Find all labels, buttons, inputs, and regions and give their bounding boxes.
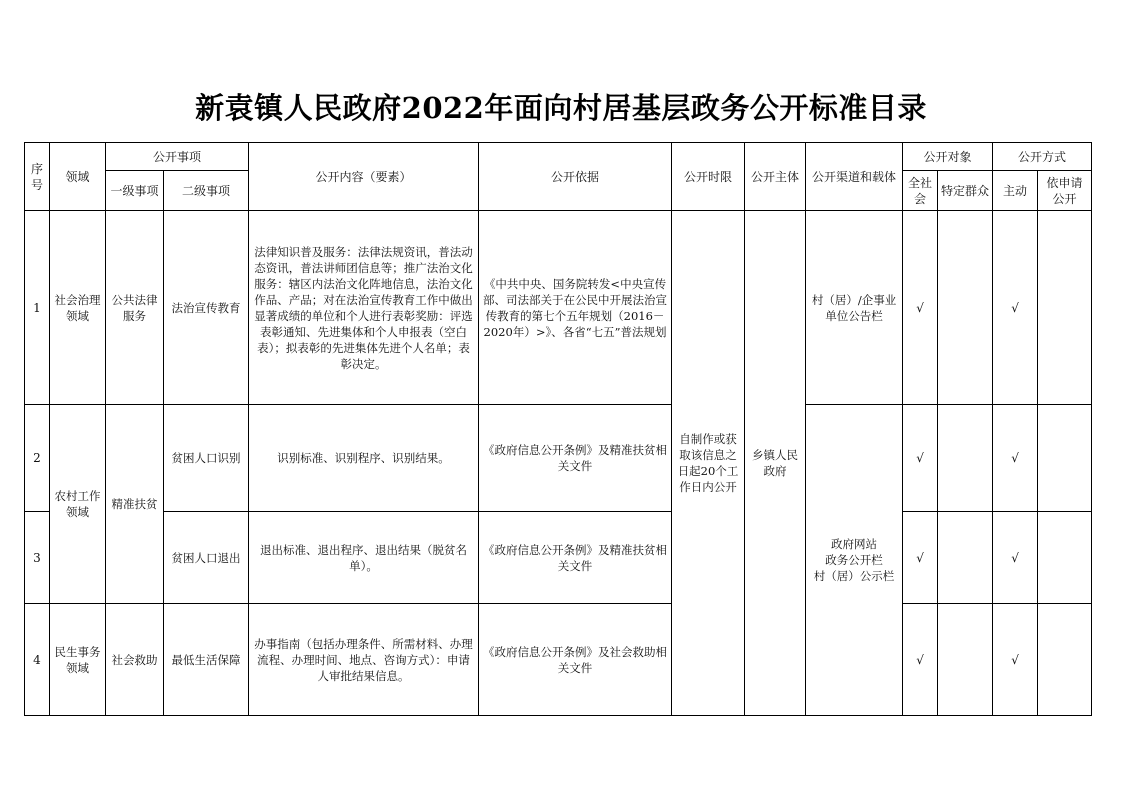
row-domain: 社会治理领域	[50, 211, 106, 405]
row-content: 识别标准、识别程序、识别结果。	[249, 405, 479, 512]
row-level2: 法治宣传教育	[164, 211, 249, 405]
header-domain: 领域	[50, 143, 106, 211]
row-seq: 1	[25, 211, 50, 405]
row-content: 办事指南（包括办理条件、所需材料、办理流程、办理时间、地点、咨询方式）：申请人审批结果信息。	[249, 604, 479, 716]
row-mode-active: √	[993, 405, 1038, 512]
row-mode-request	[1038, 211, 1092, 405]
header-mode-active: 主动	[993, 171, 1038, 211]
table-row	[25, 211, 1092, 405]
row-target-specific	[938, 405, 993, 512]
row-target-specific	[938, 604, 993, 716]
row-target-specific	[938, 211, 993, 405]
row-level2: 贫困人口退出	[164, 512, 249, 604]
row-seq: 2	[25, 405, 50, 512]
header-channel: 公开渠道和载体	[806, 143, 903, 211]
table-row	[25, 405, 1092, 512]
row-domain: 民生事务领域	[50, 604, 106, 716]
row-basis: 《政府信息公开条例》及精准扶贫相关文件	[479, 512, 672, 604]
row-seq: 4	[25, 604, 50, 716]
row-mode-request	[1038, 512, 1092, 604]
header-target-group: 公开对象	[903, 143, 993, 171]
header-mode-request: 依申请公开	[1038, 171, 1092, 211]
header-mode-group: 公开方式	[993, 143, 1092, 171]
row-seq: 3	[25, 512, 50, 604]
row-level2: 最低生活保障	[164, 604, 249, 716]
document-title: 新袁镇人民政府2022年面向村居基层政务公开标准目录	[195, 91, 927, 125]
row-mode-active: √	[993, 512, 1038, 604]
row-basis: 《政府信息公开条例》及社会救助相关文件	[479, 604, 672, 716]
row-mode-request	[1038, 604, 1092, 716]
row-target-specific	[938, 512, 993, 604]
row-domain-merged: 农村工作领域	[50, 405, 106, 604]
row-content: 退出标准、退出程序、退出结果（脱贫名单）。	[249, 512, 479, 604]
row-target-all: √	[903, 604, 938, 716]
header-level2: 二级事项	[164, 171, 249, 211]
channel-merged: 政府网站 政务公开栏 村（居）公示栏	[806, 405, 903, 716]
header-target-all: 全社会	[903, 171, 938, 211]
row-channel: 村（居）/企事业单位公告栏	[806, 211, 903, 405]
row-level1: 公共法律服务	[106, 211, 164, 405]
row-basis: 《政府信息公开条例》及精准扶贫相关文件	[479, 405, 672, 512]
row-basis: 《中共中央、国务院转发<中央宣传部、司法部关于在公民中开展法治宣传教育的第七个五年规划（2016－2020年）>》、各省“七五”普法规划	[479, 211, 672, 405]
row-mode-active: √	[993, 211, 1038, 405]
row-mode-request	[1038, 405, 1092, 512]
header-item-group: 公开事项	[106, 143, 249, 171]
row-target-all: √	[903, 512, 938, 604]
table-row	[25, 512, 1092, 604]
row-target-all: √	[903, 211, 938, 405]
header-content: 公开内容（要素）	[249, 143, 479, 211]
row-mode-active: √	[993, 604, 1038, 716]
header-time-limit: 公开时限	[672, 143, 745, 211]
header-basis: 公开依据	[479, 143, 672, 211]
header-target-specific: 特定群众	[938, 171, 993, 211]
subject-cell: 乡镇人民政府	[745, 211, 806, 716]
header-seq: 序号	[25, 143, 50, 211]
header-subject: 公开主体	[745, 143, 806, 211]
catalog-table	[24, 142, 1092, 716]
row-level2: 贫困人口识别	[164, 405, 249, 512]
header-level1: 一级事项	[106, 171, 164, 211]
row-level1: 社会救助	[106, 604, 164, 716]
row-level1-merged: 精准扶贫	[106, 405, 164, 604]
time-limit-cell: 自制作或获取该信息之日起20个工作日内公开	[672, 211, 745, 716]
table-row	[25, 604, 1092, 716]
row-target-all: √	[903, 405, 938, 512]
row-content: 法律知识普及服务：法律法规资讯，普法动态资讯，普法讲师团信息等；推广法治文化服务：辖区内法治文化阵地信息，法治文化作品、产品；对在法治宣传教育工作中做出显著成绩的单位和个人进行表彰奖励：评选表彰通知、先进集体和个人申报表（空白表）；拟表彰的先进集体先进个人名单；表彰决定。	[249, 211, 479, 405]
